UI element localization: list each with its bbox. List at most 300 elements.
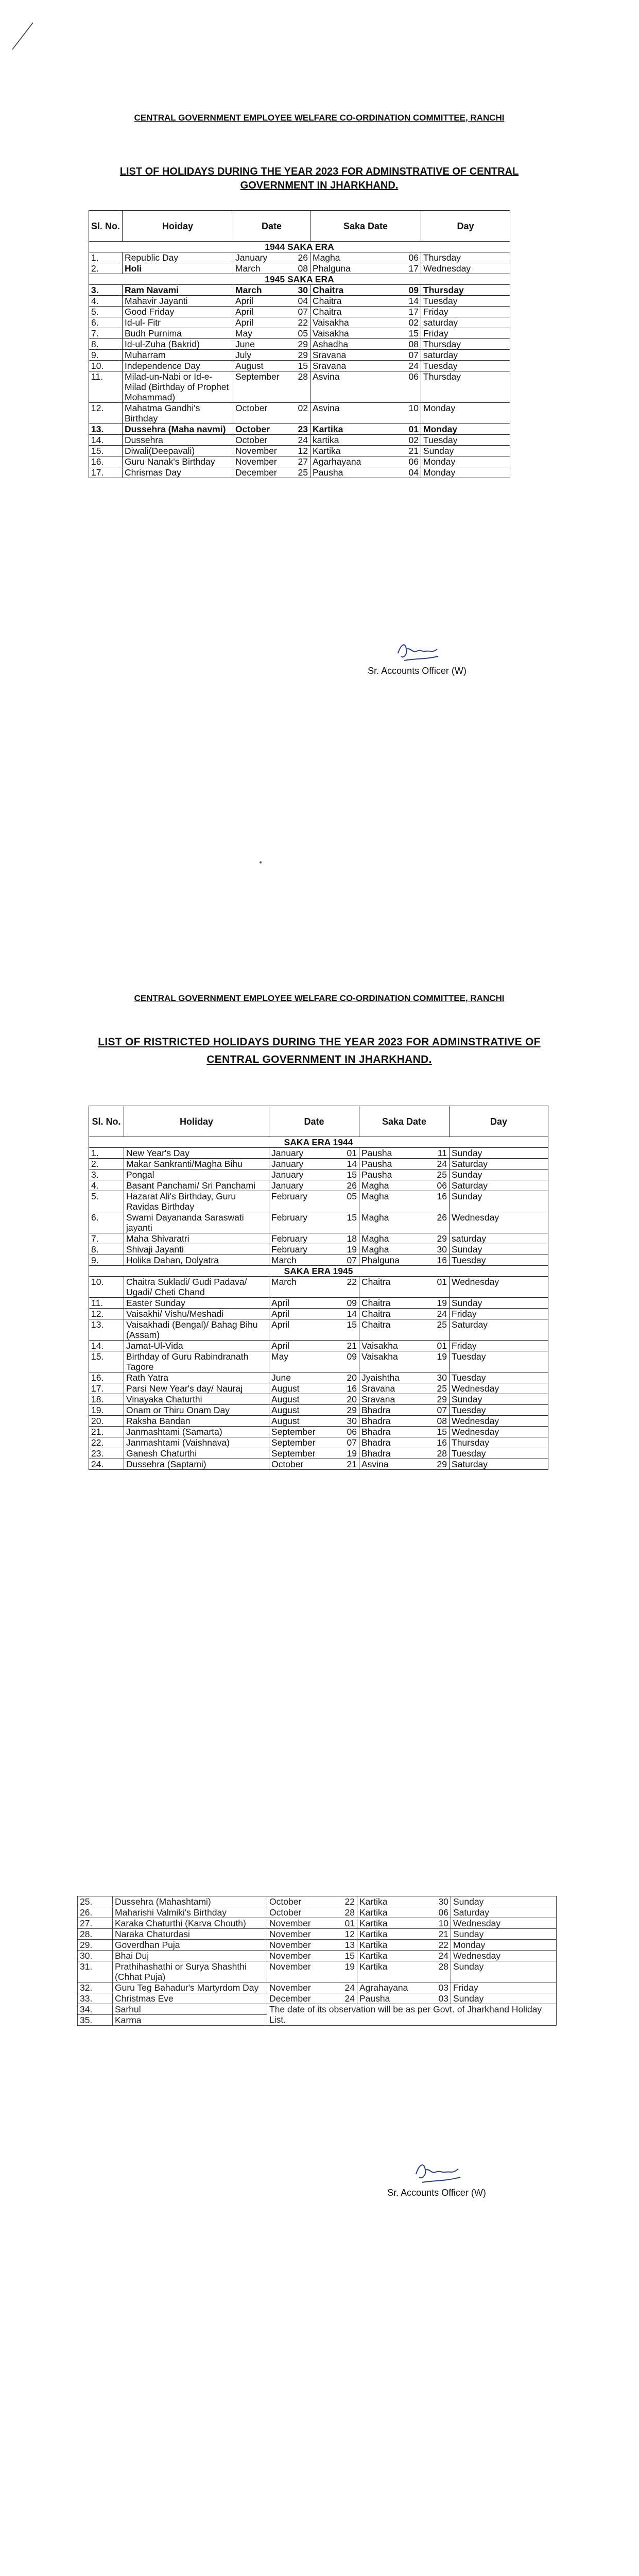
row-slno: 31. bbox=[78, 1961, 113, 1982]
row-date-month: August bbox=[235, 361, 264, 371]
signature-icon bbox=[394, 638, 440, 665]
row-date-month: September bbox=[235, 371, 280, 382]
row-saka-day: 06 bbox=[408, 371, 419, 382]
row-saka-day: 09 bbox=[408, 285, 419, 295]
row-saka-date bbox=[359, 1351, 450, 1372]
row-saka-day: 21 bbox=[408, 446, 419, 456]
row-slno: 19. bbox=[89, 1405, 124, 1416]
row-date bbox=[233, 456, 310, 467]
row-slno: 2. bbox=[89, 263, 123, 274]
row-holiday-name: Mahavir Jayanti bbox=[123, 296, 233, 307]
row-slno: 29. bbox=[78, 1940, 113, 1951]
row-holiday-name: Parsi New Year's day/ Nauraj bbox=[124, 1383, 269, 1394]
row-date-day: 12 bbox=[344, 1929, 355, 1939]
row-saka-month: Vaisakha bbox=[313, 328, 349, 338]
row-weekday: Sunday bbox=[450, 1191, 548, 1212]
holiday-row bbox=[89, 1448, 548, 1459]
row-date-day: 21 bbox=[347, 1459, 357, 1469]
row-date bbox=[233, 307, 310, 317]
row-date-day: 28 bbox=[298, 371, 308, 382]
era-row bbox=[89, 242, 510, 252]
era-label: 1945 SAKA ERA bbox=[89, 274, 510, 285]
row-holiday-name: Shivaji Jayanti bbox=[124, 1244, 269, 1255]
row-slno: 30. bbox=[78, 1951, 113, 1961]
row-date-month: October bbox=[269, 1907, 302, 1918]
row-saka-month: Kartika bbox=[359, 1907, 388, 1918]
col-header-day: Day bbox=[421, 211, 510, 242]
row-holiday-name: Chaitra Sukladi/ Gudi Padava/ Ugadi/ Cheti Chand bbox=[124, 1277, 269, 1298]
row-weekday: Wednesday bbox=[450, 1383, 548, 1394]
row-date bbox=[233, 361, 310, 371]
row-date-month: December bbox=[235, 467, 277, 478]
row-saka-month: Agarhayana bbox=[313, 456, 361, 467]
holiday-row bbox=[89, 252, 510, 263]
row-saka-date bbox=[359, 1255, 450, 1266]
row-date bbox=[269, 1191, 359, 1212]
holiday-row bbox=[89, 446, 510, 456]
row-date-day: 28 bbox=[344, 1907, 355, 1918]
row-saka-date bbox=[359, 1437, 450, 1448]
row-date-day: 22 bbox=[347, 1277, 357, 1287]
row-holiday-name: Rath Yatra bbox=[124, 1372, 269, 1383]
row-weekday: Saturday bbox=[450, 1459, 548, 1470]
row-slno: 15. bbox=[89, 446, 123, 456]
holiday-row bbox=[89, 403, 510, 424]
row-saka-month: Sravana bbox=[361, 1383, 395, 1394]
holiday-row bbox=[89, 1351, 548, 1372]
row-saka-day: 16 bbox=[437, 1191, 447, 1201]
row-date-month: January bbox=[235, 252, 268, 263]
corner-pen-mark bbox=[10, 21, 35, 52]
row-saka-day: 01 bbox=[408, 424, 419, 434]
row-date-day: 24 bbox=[298, 435, 308, 445]
row-date-day: 21 bbox=[347, 1341, 357, 1351]
row-holiday-name: Prathihashathi or Surya Shashthi (Chhat Puja) bbox=[113, 1961, 267, 1982]
era-row bbox=[89, 1266, 548, 1277]
row-saka-month: Agrahayana bbox=[359, 1982, 408, 1993]
holiday-row bbox=[89, 1212, 548, 1233]
holiday-row bbox=[89, 361, 510, 371]
row-date bbox=[233, 403, 310, 424]
row-saka-month: Chaitra bbox=[361, 1277, 391, 1287]
row-observation-note: The date of its observation will be as per Govt. of Jharkhand Holiday List. bbox=[267, 2004, 557, 2026]
row-date bbox=[269, 1309, 359, 1319]
row-date-month: June bbox=[235, 339, 255, 349]
era-row bbox=[89, 274, 510, 285]
row-weekday: Monday bbox=[421, 456, 510, 467]
row-saka-month: Phalguna bbox=[313, 263, 351, 274]
row-date-day: 08 bbox=[298, 263, 308, 274]
row-saka-day: 24 bbox=[437, 1159, 447, 1169]
row-slno: 5. bbox=[89, 1191, 124, 1212]
row-slno: 11. bbox=[89, 1298, 124, 1309]
page2-org-heading: CENTRAL GOVERNMENT EMPLOYEE WELFARE CO-ORDINATION COMMITTEE, RANCHI bbox=[134, 993, 505, 1003]
row-saka-month: Magha bbox=[361, 1244, 389, 1255]
row-saka-day: 04 bbox=[408, 467, 419, 478]
row-saka-date bbox=[310, 435, 421, 446]
row-holiday-name: Budh Purnima bbox=[123, 328, 233, 339]
row-saka-date bbox=[310, 296, 421, 307]
row-date-month: October bbox=[235, 435, 268, 445]
row-date-day: 09 bbox=[347, 1351, 357, 1362]
row-weekday: saturday bbox=[450, 1233, 548, 1244]
row-holiday-name: Easter Sunday bbox=[124, 1298, 269, 1309]
row-weekday: Sunday bbox=[450, 1394, 548, 1405]
row-date-month: May bbox=[235, 328, 253, 338]
row-saka-month: Magha bbox=[361, 1191, 389, 1201]
era-label: SAKA ERA 1944 bbox=[89, 1137, 548, 1148]
row-holiday-name: Vaisakhi/ Vishu/Meshadi bbox=[124, 1309, 269, 1319]
col-header-slno: Sl. No. bbox=[89, 1106, 124, 1137]
row-saka-date bbox=[357, 1961, 451, 1982]
col-header-saka-date: Saka Date bbox=[359, 1106, 450, 1137]
row-saka-month: Bhadra bbox=[361, 1437, 391, 1448]
row-date bbox=[269, 1255, 359, 1266]
row-holiday-name: Chrismas Day bbox=[123, 467, 233, 478]
row-holiday-name: Naraka Chaturdasi bbox=[113, 1929, 267, 1940]
row-slno: 6. bbox=[89, 317, 123, 328]
row-date-month: November bbox=[269, 1961, 311, 1972]
row-saka-day: 25 bbox=[437, 1383, 447, 1394]
row-date-day: 05 bbox=[347, 1191, 357, 1201]
row-holiday-name: Republic Day bbox=[123, 252, 233, 263]
row-date-month: October bbox=[235, 424, 270, 434]
row-saka-month: Magha bbox=[313, 252, 340, 263]
row-date-day: 29 bbox=[298, 350, 308, 360]
row-date-day: 26 bbox=[347, 1180, 357, 1191]
row-date bbox=[269, 1405, 359, 1416]
row-date bbox=[233, 296, 310, 307]
row-weekday: Sunday bbox=[450, 1170, 548, 1180]
holiday-row bbox=[89, 1383, 548, 1394]
row-weekday: Thursday bbox=[421, 285, 510, 296]
holiday-row bbox=[89, 1416, 548, 1427]
row-holiday-name: Milad-un-Nabi or Id-e-Milad (Birthday of Prophet Mohammad) bbox=[123, 371, 233, 403]
holiday-row bbox=[89, 1255, 548, 1266]
row-date-day: 12 bbox=[298, 446, 308, 456]
row-date-month: May bbox=[271, 1351, 289, 1362]
row-saka-day: 15 bbox=[408, 328, 419, 338]
row-saka-date bbox=[310, 467, 421, 478]
row-weekday: Friday bbox=[421, 328, 510, 339]
row-weekday: saturday bbox=[421, 317, 510, 328]
row-date-day: 22 bbox=[298, 317, 308, 328]
row-date-day: 15 bbox=[347, 1170, 357, 1180]
row-slno: 8. bbox=[89, 1244, 124, 1255]
row-date-day: 15 bbox=[298, 361, 308, 371]
row-date bbox=[269, 1148, 359, 1159]
row-slno: 9. bbox=[89, 350, 123, 361]
holiday-row bbox=[89, 307, 510, 317]
holiday-row bbox=[78, 1982, 557, 1993]
row-weekday: Tuesday bbox=[450, 1255, 548, 1266]
row-date-month: June bbox=[271, 1372, 291, 1383]
row-slno: 17. bbox=[89, 467, 123, 478]
row-saka-day: 21 bbox=[438, 1929, 448, 1939]
row-holiday-name: Jamat-Ul-Vida bbox=[124, 1341, 269, 1351]
row-date-day: 19 bbox=[344, 1961, 355, 1972]
row-date-month: December bbox=[269, 1993, 311, 2004]
row-date bbox=[233, 424, 310, 435]
col-header-saka-date: Saka Date bbox=[310, 211, 421, 242]
row-saka-date bbox=[359, 1298, 450, 1309]
row-saka-day: 29 bbox=[437, 1233, 447, 1244]
holiday-row bbox=[78, 1896, 557, 1907]
row-slno: 7. bbox=[89, 328, 123, 339]
row-date-month: October bbox=[269, 1896, 302, 1907]
row-slno: 1. bbox=[89, 1148, 124, 1159]
page3-signatory: Sr. Accounts Officer (W) bbox=[387, 2188, 486, 2198]
row-date-month: April bbox=[271, 1341, 290, 1351]
holiday-row bbox=[89, 1170, 548, 1180]
row-holiday-name: Maha Shivaratri bbox=[124, 1233, 269, 1244]
row-slno: 1. bbox=[89, 252, 123, 263]
row-saka-date bbox=[359, 1180, 450, 1191]
era-label: 1944 SAKA ERA bbox=[89, 242, 510, 252]
row-date-day: 07 bbox=[347, 1255, 357, 1265]
row-weekday: saturday bbox=[421, 350, 510, 361]
row-date-month: February bbox=[271, 1244, 308, 1255]
row-date-day: 26 bbox=[298, 252, 308, 263]
row-date-month: February bbox=[271, 1233, 308, 1244]
holiday-row bbox=[78, 1993, 557, 2004]
page1-signatory: Sr. Accounts Officer (W) bbox=[368, 666, 467, 676]
row-weekday: Monday bbox=[421, 467, 510, 478]
row-date bbox=[269, 1351, 359, 1372]
row-date bbox=[233, 371, 310, 403]
row-slno: 16. bbox=[89, 1372, 124, 1383]
holiday-row bbox=[89, 1180, 548, 1191]
row-date bbox=[269, 1319, 359, 1341]
row-saka-date bbox=[310, 339, 421, 350]
row-date bbox=[233, 350, 310, 361]
row-date-day: 23 bbox=[298, 424, 308, 434]
row-holiday-name: Dussehra (Saptami) bbox=[124, 1459, 269, 1470]
row-date-month: October bbox=[235, 403, 268, 413]
row-date-month: November bbox=[269, 1982, 311, 1993]
holiday-row bbox=[78, 1940, 557, 1951]
row-weekday: Sunday bbox=[450, 1244, 548, 1255]
row-weekday: Tuesday bbox=[450, 1405, 548, 1416]
row-saka-day: 06 bbox=[408, 456, 419, 467]
row-slno: 20. bbox=[89, 1416, 124, 1427]
row-date-day: 22 bbox=[344, 1896, 355, 1907]
signature-icon bbox=[411, 2158, 462, 2187]
holiday-table bbox=[89, 210, 510, 478]
row-saka-month: Asvina bbox=[313, 403, 340, 413]
row-date bbox=[233, 252, 310, 263]
row-holiday-name: Muharram bbox=[123, 350, 233, 361]
row-saka-date bbox=[357, 1982, 451, 1993]
row-date-month: March bbox=[271, 1277, 297, 1287]
row-date-day: 06 bbox=[347, 1427, 357, 1437]
row-saka-day: 02 bbox=[408, 435, 419, 445]
row-holiday-name: Dussehra (Maha navmi) bbox=[123, 424, 233, 435]
row-date-day: 09 bbox=[347, 1298, 357, 1308]
row-holiday-name: Diwali(Deepavali) bbox=[123, 446, 233, 456]
row-date-month: September bbox=[271, 1448, 316, 1459]
holiday-row bbox=[89, 1427, 548, 1437]
row-saka-day: 06 bbox=[437, 1180, 447, 1191]
row-saka-day: 11 bbox=[437, 1148, 447, 1158]
holiday-row bbox=[89, 1191, 548, 1212]
row-date-month: October bbox=[271, 1459, 304, 1469]
row-saka-day: 03 bbox=[438, 1993, 448, 2004]
row-date-month: April bbox=[271, 1319, 290, 1330]
row-saka-date bbox=[310, 350, 421, 361]
row-holiday-name: Mahatma Gandhi's Birthday bbox=[123, 403, 233, 424]
page1-list-title: LIST OF HOLIDAYS DURING THE YEAR 2023 FOR ADMINSTRATIVE OF CENTRAL GOVERNMENT IN JHARKHAND. bbox=[119, 166, 519, 191]
row-date bbox=[269, 1459, 359, 1470]
row-slno: 8. bbox=[89, 339, 123, 350]
holiday-row bbox=[89, 1319, 548, 1341]
holiday-row bbox=[78, 1907, 557, 1918]
row-date bbox=[269, 1427, 359, 1437]
row-date-month: February bbox=[271, 1191, 308, 1201]
row-weekday: Thursday bbox=[450, 1437, 548, 1448]
row-saka-date bbox=[359, 1383, 450, 1394]
row-slno: 21. bbox=[89, 1427, 124, 1437]
row-weekday: Wednesday bbox=[450, 1212, 548, 1233]
row-saka-month: Bhadra bbox=[361, 1448, 391, 1459]
row-slno: 17. bbox=[89, 1383, 124, 1394]
row-date bbox=[267, 1993, 357, 2004]
row-date-day: 20 bbox=[347, 1394, 357, 1404]
row-saka-month: Bhadra bbox=[361, 1427, 391, 1437]
row-saka-date bbox=[359, 1405, 450, 1416]
row-date bbox=[269, 1372, 359, 1383]
row-saka-day: 17 bbox=[408, 307, 419, 317]
row-saka-month: Magha bbox=[361, 1233, 389, 1244]
row-holiday-name: Hazarat Ali's Birthday, Guru Ravidas Birthday bbox=[124, 1191, 269, 1212]
row-saka-date bbox=[359, 1416, 450, 1427]
row-saka-date bbox=[357, 1940, 451, 1951]
row-date bbox=[269, 1170, 359, 1180]
row-date-month: April bbox=[271, 1298, 290, 1308]
row-saka-day: 17 bbox=[408, 263, 419, 274]
row-holiday-name: Karma bbox=[113, 2015, 267, 2026]
holiday-row bbox=[78, 1951, 557, 1961]
row-saka-date bbox=[359, 1372, 450, 1383]
holiday-row bbox=[89, 339, 510, 350]
row-weekday: Tuesday bbox=[450, 1351, 548, 1372]
row-holiday-name: Raksha Bandan bbox=[124, 1416, 269, 1427]
holiday-row bbox=[89, 371, 510, 403]
row-date-month: August bbox=[271, 1405, 300, 1415]
row-holiday-name: Birthday of Guru Rabindranath Tagore bbox=[124, 1351, 269, 1372]
row-saka-month: Asvina bbox=[313, 371, 340, 382]
row-holiday-name: Holi bbox=[123, 263, 233, 274]
row-slno: 4. bbox=[89, 296, 123, 307]
row-saka-day: 29 bbox=[437, 1394, 447, 1404]
row-saka-day: 24 bbox=[437, 1309, 447, 1319]
row-slno: 16. bbox=[89, 456, 123, 467]
row-weekday: Friday bbox=[421, 307, 510, 317]
holiday-row bbox=[89, 467, 510, 478]
row-slno: 13. bbox=[89, 424, 123, 435]
row-saka-day: 14 bbox=[408, 296, 419, 306]
row-weekday: Tuesday bbox=[421, 361, 510, 371]
row-weekday: Saturday bbox=[450, 1319, 548, 1341]
row-saka-month: Sravana bbox=[313, 361, 347, 371]
row-saka-date bbox=[359, 1148, 450, 1159]
era-label: SAKA ERA 1945 bbox=[89, 1266, 548, 1277]
row-date bbox=[269, 1244, 359, 1255]
row-date-month: November bbox=[235, 446, 277, 456]
row-date bbox=[267, 1918, 357, 1929]
row-slno: 3. bbox=[89, 1170, 124, 1180]
row-saka-day: 30 bbox=[438, 1896, 448, 1907]
row-date bbox=[267, 1951, 357, 1961]
holiday-row bbox=[89, 1148, 548, 1159]
row-holiday-name: Christmas Eve bbox=[113, 1993, 267, 2004]
row-saka-month: Sravana bbox=[361, 1394, 395, 1404]
row-date bbox=[267, 1961, 357, 1982]
row-date-month: September bbox=[271, 1437, 316, 1448]
row-date-day: 20 bbox=[347, 1372, 357, 1383]
row-weekday: Tuesday bbox=[450, 1372, 548, 1383]
col-header-date: Date bbox=[269, 1106, 359, 1137]
row-slno: 12. bbox=[89, 1309, 124, 1319]
row-saka-day: 02 bbox=[408, 317, 419, 328]
row-holiday-name: Basant Panchami/ Sri Panchami bbox=[124, 1180, 269, 1191]
row-date-day: 15 bbox=[344, 1951, 355, 1961]
row-date bbox=[269, 1383, 359, 1394]
holiday-row bbox=[89, 1437, 548, 1448]
row-saka-date bbox=[357, 1918, 451, 1929]
row-weekday: Saturday bbox=[450, 1159, 548, 1170]
row-saka-date bbox=[310, 307, 421, 317]
row-date-month: November bbox=[235, 456, 277, 467]
holiday-row bbox=[89, 1159, 548, 1170]
holiday-row bbox=[89, 1309, 548, 1319]
holiday-row bbox=[89, 1405, 548, 1416]
row-saka-day: 06 bbox=[438, 1907, 448, 1918]
row-date-day: 24 bbox=[344, 1982, 355, 1993]
row-saka-day: 03 bbox=[438, 1982, 448, 1993]
row-date bbox=[233, 263, 310, 274]
row-date-month: November bbox=[269, 1918, 311, 1928]
row-saka-date bbox=[310, 285, 421, 296]
holiday-row bbox=[78, 1929, 557, 1940]
row-saka-day: 28 bbox=[438, 1961, 448, 1972]
row-saka-date bbox=[310, 252, 421, 263]
row-saka-day: 19 bbox=[437, 1298, 447, 1308]
page1-org-heading: CENTRAL GOVERNMENT EMPLOYEE WELFARE CO-ORDINATION COMMITTEE, RANCHI bbox=[134, 113, 505, 123]
row-saka-day: 22 bbox=[438, 1940, 448, 1950]
row-saka-day: 16 bbox=[437, 1255, 447, 1265]
row-date bbox=[267, 1940, 357, 1951]
row-saka-day: 26 bbox=[437, 1212, 447, 1223]
row-date bbox=[269, 1416, 359, 1427]
row-saka-month: Vaisakha bbox=[361, 1341, 398, 1351]
holiday-row bbox=[89, 1233, 548, 1244]
row-saka-date bbox=[310, 403, 421, 424]
row-date-day: 04 bbox=[298, 296, 308, 306]
row-saka-date bbox=[310, 317, 421, 328]
row-saka-date bbox=[310, 424, 421, 435]
row-date bbox=[233, 317, 310, 328]
row-date-day: 16 bbox=[347, 1383, 357, 1394]
col-header-slno: Sl. No. bbox=[89, 211, 123, 242]
page1-signature-block bbox=[350, 638, 484, 676]
row-date-month: January bbox=[271, 1148, 304, 1158]
row-saka-day: 07 bbox=[437, 1405, 447, 1415]
row-saka-month: Pausha bbox=[361, 1170, 392, 1180]
row-date bbox=[267, 1929, 357, 1940]
row-saka-month: Magha bbox=[361, 1180, 389, 1191]
row-saka-date bbox=[359, 1448, 450, 1459]
